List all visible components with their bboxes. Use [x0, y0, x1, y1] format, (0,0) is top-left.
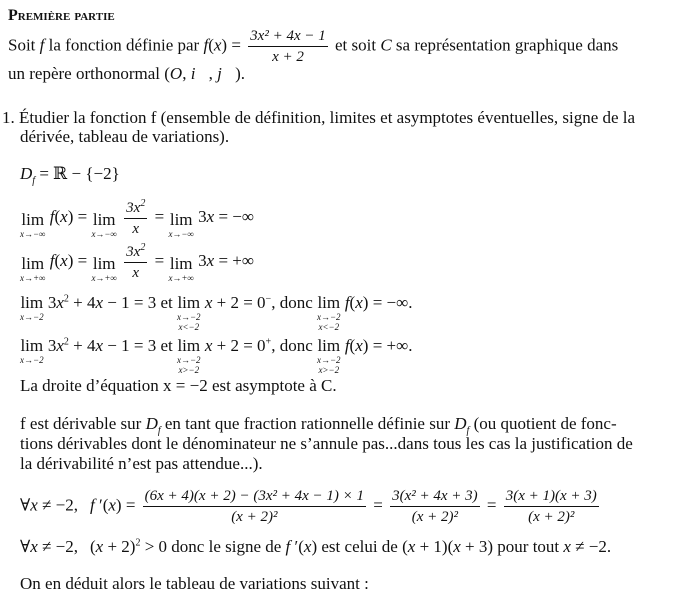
lim-subscript-lt: x<−2 [178, 321, 200, 332]
question-1 [2, 108, 635, 128]
donc-word: , donc [271, 336, 313, 355]
limit-row-1: lim x→−∞ f(x) = lim x→−∞ $\frac{3x^2}{x}$ = lim x→−∞ 3x = −∞ [20, 198, 255, 240]
derivative-denominator-1: (x + 2)² [231, 509, 278, 525]
lim-subscript: x→−2 [316, 312, 341, 323]
limit-result-4: = +∞. [372, 336, 413, 355]
lim-word: lim [92, 254, 116, 273]
intro-text-e: un repère orthonormal [8, 64, 160, 83]
intro-text-b: la fonction définie par [48, 35, 200, 55]
intro-text-d: sa représentation graphique dans [395, 35, 619, 55]
lim-subscript: x→+∞ [168, 273, 194, 284]
intro-text-a: Soit [8, 35, 36, 55]
derivative-denominator-3: (x + 2)² [528, 509, 575, 525]
lim-subscript: x→−2 [20, 355, 44, 366]
derivative-numerator-1: (6x + 4)(x + 2) − (3x² + 4x − 1) × 1 [143, 487, 366, 507]
section-heading: Première partie [8, 7, 115, 24]
lim-word: lim [177, 293, 201, 312]
lim-subscript: x→+∞ [20, 273, 46, 284]
lim-subscript: x→−2 [176, 355, 201, 366]
lim-word: lim [177, 336, 201, 355]
derivability-line-3: la dérivabilité n’est pas attendue...). [20, 454, 263, 473]
function-fraction [248, 27, 328, 66]
sign-statement: ∀x ≠ −2, $(x + 2)^2 > 0$ donc le signe de f ′(x) est celui de (x + 1)(x + 3) pour tout x ≠ −2. [20, 537, 612, 556]
limit-result-2: = +∞ [218, 250, 255, 270]
lim-word: lim [20, 293, 44, 312]
derivative-denominator-2: (x + 2)² [411, 509, 458, 525]
intro-line-2: un repère orthonormal (O, i⃗, j⃗). [8, 64, 246, 83]
lim-subscript: x→−2 [316, 355, 341, 366]
lim-subscript: x→+∞ [91, 273, 117, 284]
limit-result-1: = −∞ [218, 206, 255, 226]
function-numerator: 3x² + 4x − 1 [248, 27, 328, 47]
derivative-numerator-2: 3(x² + 4x + 3) [390, 487, 480, 507]
and-word: et [160, 336, 173, 355]
lim-subscript: x→−∞ [91, 229, 117, 240]
question-line-2: dérivée, tableau de variations). [20, 127, 230, 146]
lim-subscript-lt: x<−2 [318, 321, 340, 332]
derivability-text-c: (ou quotient de fonc- [473, 414, 617, 433]
sign-text-b: donc le signe de [171, 537, 282, 556]
domain-of-definition: $D_f$ = ℝ − {−2} [20, 164, 120, 187]
donc-word: , donc [271, 293, 313, 312]
lim-word: lim [20, 336, 44, 355]
intro-text-c: et soit [334, 35, 377, 55]
and-word: et [160, 293, 173, 312]
lim-subscript: x→−2 [176, 312, 201, 323]
derivability-text-a: f est dérivable sur [20, 414, 142, 433]
lim-subscript-gt: x>−2 [318, 364, 340, 375]
intro-line-1: Soit f la fonction définie par f(x) = $\frac{\text{3x² + 4x − 1}}{x + 2}$ et soit C sa représentation graphique dans [8, 28, 619, 65]
derivability-line-2: tions dérivables dont le dénominateur ne s’annule pas...dans tous les cas la justification de [20, 434, 633, 453]
lim-word: lim [317, 293, 341, 312]
derivative-formula: ∀x ≠ −2, f ′(x) = $\frac{\text{(6x + 4)(x + 2) − (3x² + 4x − 1) × 1}}{\text{(x + 2)²}}$ = $\frac{\text{3(x² + 4x + 3)}}{\text{(x + 2)²}}$ = $\frac{3(x + 1)(x + 3)}{\text{(x + 2)²}}$ [20, 488, 597, 525]
lim-subscript: x→−∞ [20, 229, 46, 240]
question-line-1: Étudier la fonction f (ensemble de définition, limites et asymptotes éventuelles, signe de la [19, 108, 636, 127]
question-number: 1. [2, 108, 15, 127]
limit-row-4: lim x→−2 $3x^2 + 4x - 1 = 3$ et lim x→−2 x>−2 x + 2 = 0+, donc lim x→−2 x>−2 f(x) = +∞. [20, 336, 413, 375]
conclusion-line: On en déduit alors le tableau de variations suivant : [20, 574, 369, 593]
limit-row-3: lim x→−2 $3x^2 + 4x - 1 = 3$ et lim x→−2 x<−2 x + 2 = 0−, donc lim x→−2 x<−2 f(x) = −∞. [20, 293, 413, 332]
function-denominator: x + 2 [272, 49, 304, 65]
sign-text-d: pour tout [497, 537, 560, 556]
lim-word: lim [92, 210, 116, 229]
lim-subscript: x→−∞ [168, 229, 194, 240]
derivative-numerator-3: 3(x + 1)(x + 3) [504, 487, 599, 507]
lim-word: lim [21, 210, 45, 229]
sign-text-c: est celui de [321, 537, 398, 556]
limit-result-3: = −∞. [372, 293, 413, 312]
lim-subscript: x→−2 [20, 312, 44, 323]
lim-word: lim [169, 254, 193, 273]
derivability-text-b: en tant que fraction rationnelle définie sur [164, 414, 450, 433]
lim-word: lim [21, 254, 45, 273]
lim-word: lim [169, 210, 193, 229]
limit-row-2: lim x→+∞ f(x) = lim x→+∞ $\frac{3x^2}{x}$ = lim x→+∞ 3x = +∞ [20, 242, 255, 284]
derivability-line-1: f est dérivable sur $D_f$ en tant que fraction rationnelle définie sur $D_f$ (ou quotient de fonc- [20, 414, 617, 437]
lim-subscript-gt: x>−2 [178, 364, 200, 375]
asymptote-statement: La droite d’équation x = −2 est asymptote à C. [20, 376, 337, 395]
lim-word: lim [317, 336, 341, 355]
